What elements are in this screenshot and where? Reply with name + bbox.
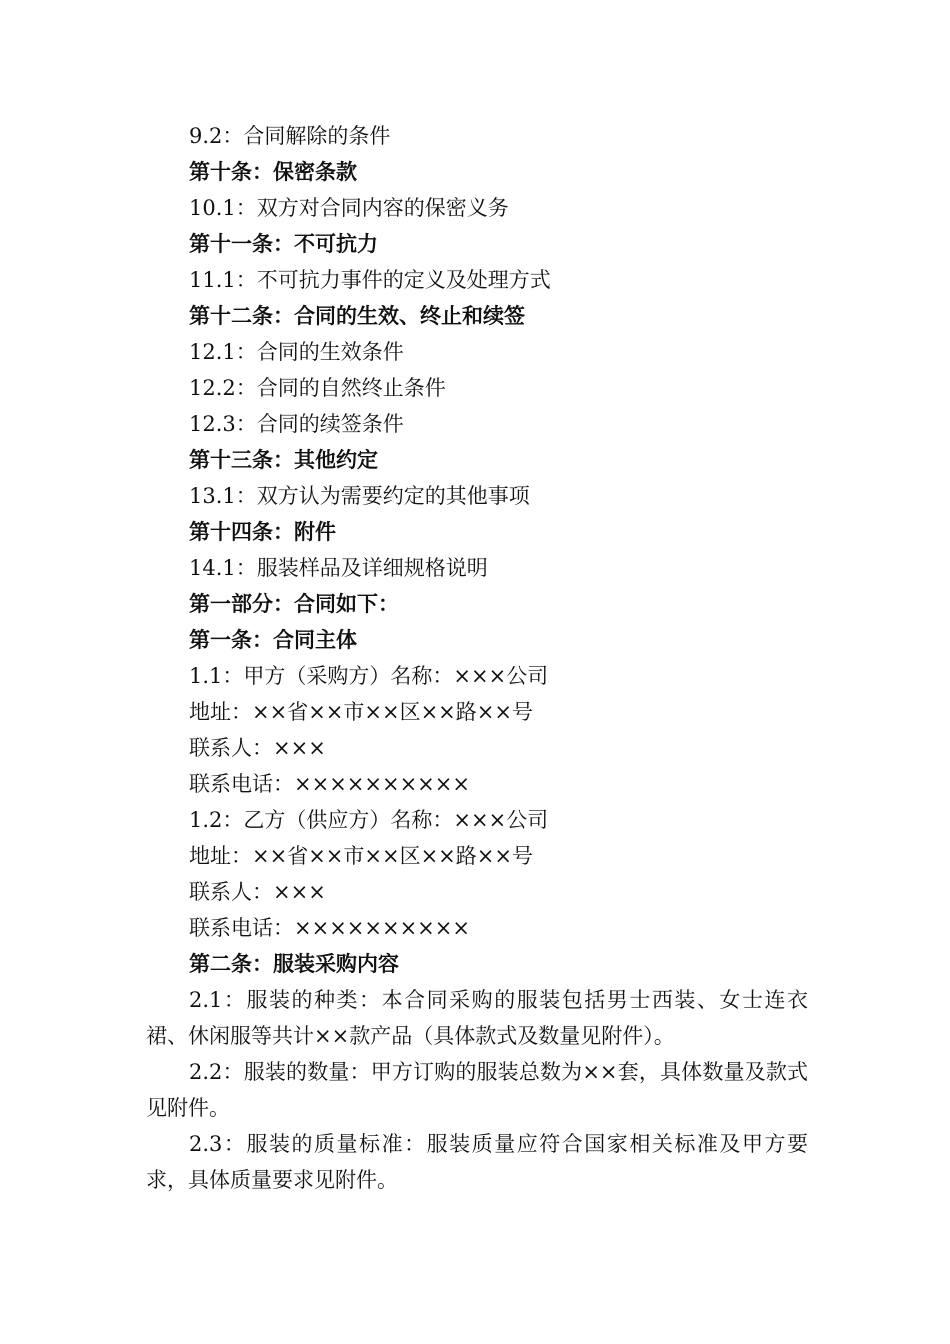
clause-2-3-paragraph: 2.3：服装的质量标准：服装质量应符合国家相关标准及甲方要求，具体质量要求见附件。 (146, 1132, 808, 1192)
party-a-address: 地址：××省××市××区××路××号 (189, 700, 533, 724)
article-13-heading: 第十三条：其他约定 (189, 448, 378, 472)
party-b-contact: 联系人：××× (189, 880, 326, 904)
part-1-heading: 第一部分：合同如下： (189, 592, 399, 616)
clause-10-1: 10.1：双方对合同内容的保密义务 (189, 196, 509, 220)
clause-11-1: 11.1：不可抗力事件的定义及处理方式 (189, 268, 551, 292)
party-b-name: 1.2：乙方（供应方）名称：×××公司 (189, 808, 549, 832)
party-a-contact: 联系人：××× (189, 736, 326, 760)
clause-12-1: 12.1：合同的生效条件 (189, 340, 404, 364)
article-12-heading: 第十二条：合同的生效、终止和续签 (189, 304, 525, 328)
document-body (146, 118, 808, 1198)
party-a-phone: 联系电话：×××××××××× (189, 772, 470, 796)
article-10-heading: 第十条：保密条款 (189, 160, 357, 184)
article-1-heading: 第一条：合同主体 (189, 628, 357, 652)
clause-9-2: 9.2：合同解除的条件 (189, 124, 391, 148)
article-11-heading: 第十一条：不可抗力 (189, 232, 378, 256)
clause-12-3: 12.3：合同的续签条件 (189, 412, 404, 436)
clause-13-1: 13.1：双方认为需要约定的其他事项 (189, 484, 530, 508)
party-a-name: 1.1：甲方（采购方）名称：×××公司 (189, 664, 549, 688)
clause-12-2: 12.2：合同的自然终止条件 (189, 376, 446, 400)
clause-14-1: 14.1：服装样品及详细规格说明 (189, 556, 488, 580)
article-14-heading: 第十四条：附件 (189, 520, 336, 544)
article-2-heading: 第二条：服装采购内容 (189, 952, 399, 976)
clause-2-2-paragraph: 2.2：服装的数量：甲方订购的服装总数为××套，具体数量及款式见附件。 (146, 1060, 808, 1120)
party-b-address: 地址：××省××市××区××路××号 (189, 844, 533, 868)
party-b-phone: 联系电话：×××××××××× (189, 916, 470, 940)
clause-2-1-paragraph: 2.1：服装的种类：本合同采购的服装包括男士西装、女士连衣裙、休闲服等共计××款产品（具体款式及数量见附件）。 (146, 988, 808, 1048)
